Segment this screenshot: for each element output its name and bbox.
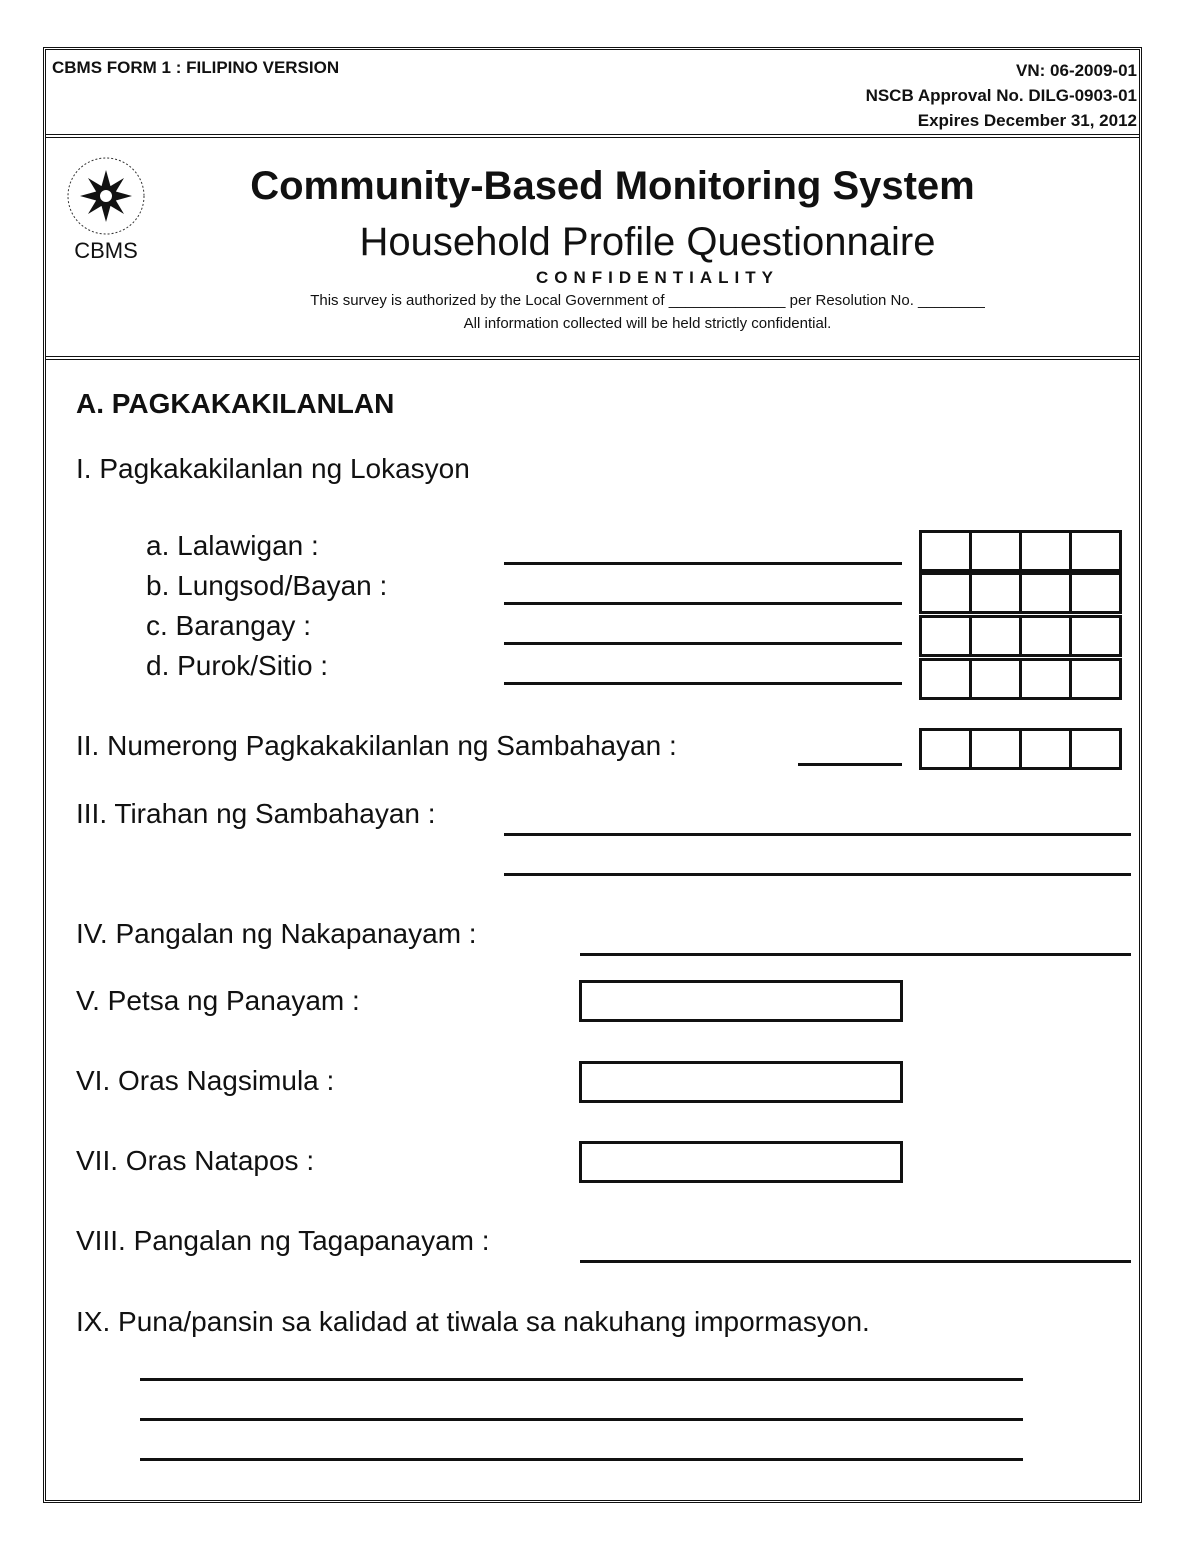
q7-label: VII. Oras Natapos : (76, 1145, 315, 1176)
title-block (46, 134, 1139, 360)
barangay-code-boxes[interactable] (919, 615, 1119, 657)
q6-label: VI. Oras Nagsimula : (76, 1065, 335, 1096)
subtitle: Household Profile Questionnaire (359, 220, 936, 264)
form-frame (43, 47, 1142, 1503)
end-time-field[interactable] (579, 1141, 903, 1183)
confidential-note: All information collected will be held strictly confidential. (463, 315, 832, 332)
purok-code-boxes[interactable] (919, 658, 1119, 700)
logo-text: CBMS (74, 238, 138, 263)
province-field[interactable] (504, 562, 902, 565)
household-id-field[interactable] (798, 763, 902, 766)
main-title: Community-Based Monitoring System (250, 164, 975, 208)
q1-label: I. Pagkakakilanlan ng Lokasyon (76, 453, 470, 484)
version-block (866, 58, 1137, 133)
city-code-boxes[interactable] (919, 572, 1119, 614)
start-time-field[interactable] (579, 1061, 903, 1103)
q4-label: IV. Pangalan ng Nakapanayam : (76, 918, 477, 949)
remarks-line-3[interactable] (140, 1458, 1023, 1461)
form-header (46, 50, 1139, 138)
remarks-line-1[interactable] (140, 1378, 1023, 1381)
address-field-1[interactable] (504, 833, 1131, 836)
expiry-date: Expires December 31, 2012 (917, 111, 1137, 130)
q3-label: III. Tirahan ng Sambahayan : (76, 798, 436, 829)
authorization-text: This survey is authorized by the Local Government of ______________ per Resolution No. ________ (310, 292, 985, 309)
address-field-2[interactable] (504, 873, 1131, 876)
interviewer-name-field[interactable] (580, 1260, 1131, 1263)
barangay-field[interactable] (504, 642, 902, 645)
q2-label: II. Numerong Pagkakakilanlan ng Sambahayan : (76, 730, 677, 761)
section-heading: A. PAGKAKAKILANLAN (76, 388, 395, 419)
city-field[interactable] (504, 602, 902, 605)
purok-label: d. Purok/Sitio : (146, 650, 329, 681)
barangay-label: c. Barangay : (146, 610, 311, 641)
confidentiality-label: CONFIDENTIALITY (536, 268, 779, 287)
q5-label: V. Petsa ng Panayam : (76, 985, 360, 1016)
approval-number: NSCB Approval No. DILG-0903-01 (865, 86, 1137, 105)
version-number: VN: 06-2009-01 (1016, 61, 1137, 80)
city-label: b. Lungsod/Bayan : (146, 570, 388, 601)
household-id-boxes[interactable] (919, 728, 1119, 770)
purok-field[interactable] (504, 682, 902, 685)
province-code-boxes[interactable] (919, 530, 1119, 572)
remarks-line-2[interactable] (140, 1418, 1023, 1421)
q8-label: VIII. Pangalan ng Tagapanayam : (76, 1225, 490, 1256)
q9-label: IX. Puna/pansin sa kalidad at tiwala sa nakuhang impormasyon. (76, 1306, 870, 1337)
respondent-name-field[interactable] (580, 953, 1131, 956)
form-name: CBMS FORM 1 : FILIPINO VERSION (52, 58, 340, 77)
interview-date-field[interactable] (579, 980, 903, 1022)
province-label: a. Lalawigan : (146, 530, 319, 561)
